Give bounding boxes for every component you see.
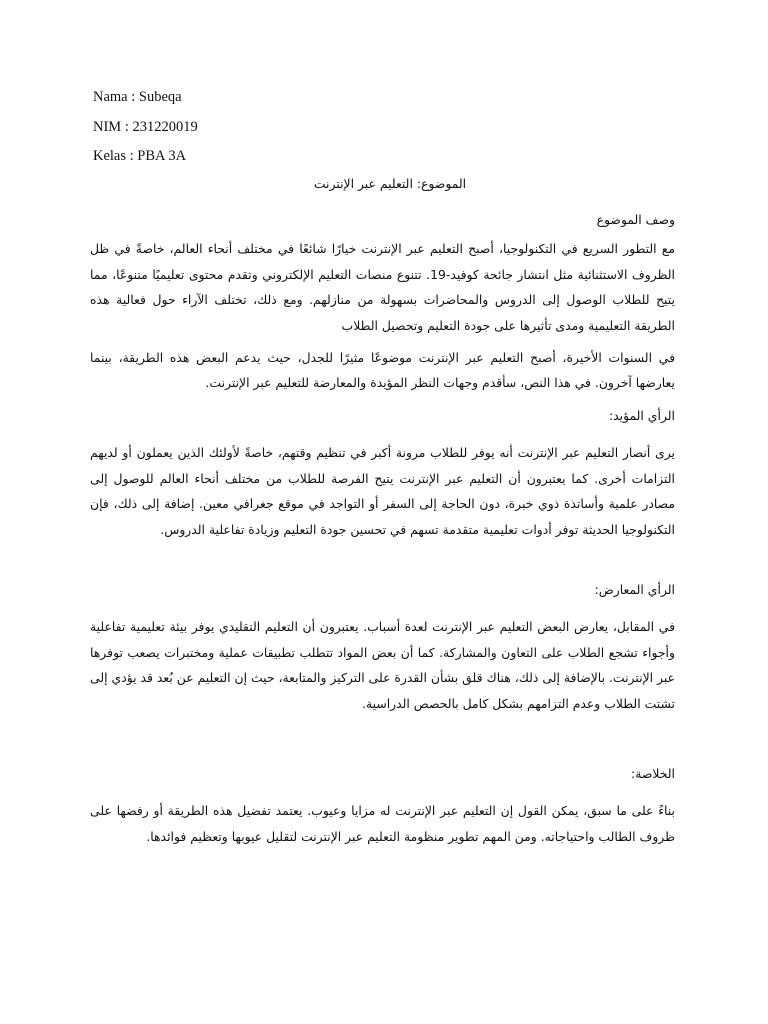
con-paragraph: في المقابل، يعارض البعض التعليم عبر الإنترنت لعدة أسباب. يعتبرون أن التعليم التقليدي يوفر بيئة تعليمية تفاعلية وأجواء تشجع الطلاب على التعاون والمشاركة. كما أن بعض المواد تتطلب تطبيقات عملية ومختبرات يصعب توفرها عبر الإنترنت. بالإضافة إلى ذلك، هناك قلق بشأن القدرة على التركيز والمتابعة، حيث إن التعليم عن بُعد قد يؤدي إلى تشتت الطلاب وعدم التزامهم بشكل كامل بالحصص الدراسية. (90, 619, 675, 711)
con-heading: الرأي المعارض: (594, 582, 675, 597)
student-name: Nama : Subeqa (93, 89, 182, 105)
document-title: الموضوع: التعليم عبر الإنترنت (313, 176, 467, 191)
intro-paragraph: مع التطور السريع في التكنولوجيا، أصبح التعليم عبر الإنترنت خيارًا شائعًا في مختلف أنحاء العالم، خاصةً في ظل الظروف الاستثنائية مثل انتشار جائحة كوفيد-19. تتنوع منصات التعليم الإلكتروني وتقدم محتوى تعليميًا متنوعًا، مما يتيح للطلاب الوصول إلى الدروس والمحاضرات بسهولة من منازلهم. ومع ذلك، تختلف الآراء حول فعالية هذه الطريقة التعليمية ومدى تأثيرها على جودة التعليم وتحصيل الطلاب (90, 241, 675, 333)
conclusion-paragraph: بناءً على ما سبق، يمكن القول إن التعليم عبر الإنترنت له مزايا وعيوب. يعتمد تفضيل هذه الطريقة أو رفضها على ظروف الطالب واحتياجاته. ومن المهم تطوير منظومة التعليم عبر الإنترنت لتقليل عيوبها وتعظيم فوائدها. (90, 803, 675, 844)
pro-heading: الرأي المؤيد: (608, 408, 675, 423)
pro-paragraph: يرى أنصار التعليم عبر الإنترنت أنه يوفر للطلاب مرونة أكبر في تنظيم وقتهم، خاصةً لأولئك الذين يعملون أو لديهم التزامات أخرى. كما يعتبرون أن التعليم عبر الإنترنت يتيح الفرصة للطلاب من مختلف أنحاء العالم للوصول إلى مصادر علمية وأساتذة ذوي خبرة، دون الحاجة إلى السفر أو التواجد في موقع جغرافي معين. إضافة إلى ذلك، فإن التكنولوجيا الحديثة توفر أدوات تعليمية متقدمة تسهم في تحسين جودة التعليم وزيادة تفاعلية الدروس. (90, 445, 675, 537)
student-nim: NIM : 231220019 (93, 119, 198, 135)
conclusion-heading: الخلاصة: (631, 766, 675, 781)
description-heading: وصف الموضوع (596, 212, 675, 227)
student-class: Kelas : PBA 3A (93, 148, 187, 164)
context-paragraph: في السنوات الأخيرة، أصبح التعليم عبر الإنترنت موضوعًا مثيرًا للجدل، حيث يدعم البعض هذه الطريقة، بينما يعارضها آخرون. في هذا النص، سأقدم وجهات النظر المؤيدة والمعارضة للتعليم عبر الإنترنت. (90, 350, 675, 390)
